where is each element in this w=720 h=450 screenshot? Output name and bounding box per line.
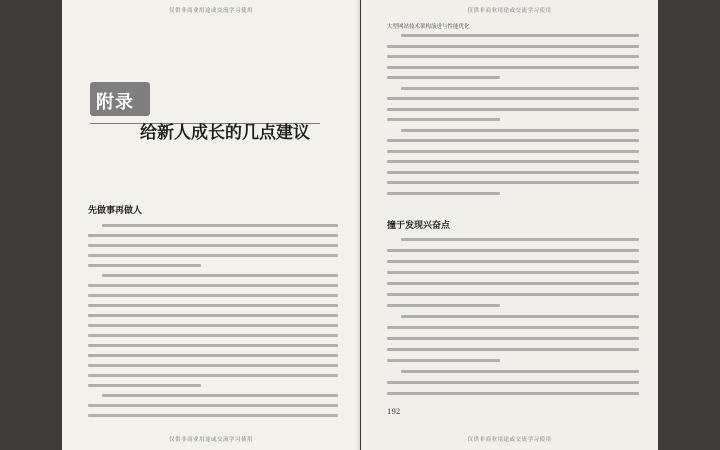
bottom-watermark: 仅供非商业用途或交流学习使用	[168, 437, 253, 443]
text-line	[88, 374, 338, 377]
text-line	[401, 129, 639, 132]
text-line	[401, 370, 639, 373]
text-line	[88, 384, 201, 387]
text-line	[387, 293, 639, 296]
text-line	[387, 282, 639, 285]
text-line	[387, 55, 639, 58]
text-line	[387, 66, 639, 69]
appendix-tag	[90, 82, 150, 116]
text-line	[88, 414, 338, 417]
top-watermark: 仅供非商业用途或交流学习使用	[168, 8, 253, 14]
text-line	[88, 244, 338, 247]
chapter-title: 给新人成长的几点建议	[140, 123, 310, 143]
text-line	[387, 181, 639, 184]
page-number: 192	[387, 408, 401, 416]
top-watermark: 仅供非商业用途或交流学习使用	[467, 8, 552, 14]
text-line	[387, 337, 639, 340]
text-line	[88, 324, 338, 327]
text-line	[88, 334, 338, 337]
text-line	[387, 150, 639, 153]
body-text	[88, 224, 338, 424]
text-line	[88, 254, 338, 257]
text-line	[102, 274, 338, 277]
text-line	[387, 139, 639, 142]
text-line	[387, 304, 500, 307]
bottom-watermark: 仅供非商业用途或交流学习使用	[467, 437, 552, 443]
text-line	[387, 359, 500, 362]
text-line	[88, 264, 201, 267]
text-line	[387, 326, 639, 329]
text-line	[88, 344, 338, 347]
text-line	[387, 271, 639, 274]
text-line	[387, 392, 639, 395]
text-line	[88, 234, 338, 237]
text-line	[387, 171, 639, 174]
section-title: 撞于发现兴奋点	[387, 221, 451, 231]
section-title: 先做事再做人	[88, 206, 143, 216]
text-line	[88, 364, 338, 367]
text-line	[387, 45, 639, 48]
text-line	[387, 192, 500, 195]
text-line	[102, 394, 338, 397]
text-line	[387, 76, 500, 79]
text-line	[387, 381, 639, 384]
text-line	[387, 118, 500, 121]
text-line	[88, 314, 338, 317]
running-header: 大型网站技术架构演进与性能优化	[387, 24, 470, 30]
text-line	[401, 315, 639, 318]
text-line	[387, 260, 639, 263]
text-line	[88, 354, 338, 357]
text-line	[88, 284, 338, 287]
text-line	[88, 304, 338, 307]
left-page	[62, 0, 360, 450]
text-line	[387, 97, 639, 100]
text-line	[88, 404, 338, 407]
text-line	[88, 294, 338, 297]
text-line	[401, 34, 639, 37]
body-text	[387, 238, 639, 404]
right-page	[361, 0, 658, 450]
text-line	[387, 160, 639, 163]
text-line	[387, 348, 639, 351]
text-line	[401, 87, 639, 90]
text-line	[102, 224, 338, 227]
text-line	[387, 249, 639, 252]
appendix-label: 附录	[96, 92, 134, 113]
text-line	[387, 108, 639, 111]
text-line	[401, 238, 639, 241]
body-text	[387, 34, 639, 204]
